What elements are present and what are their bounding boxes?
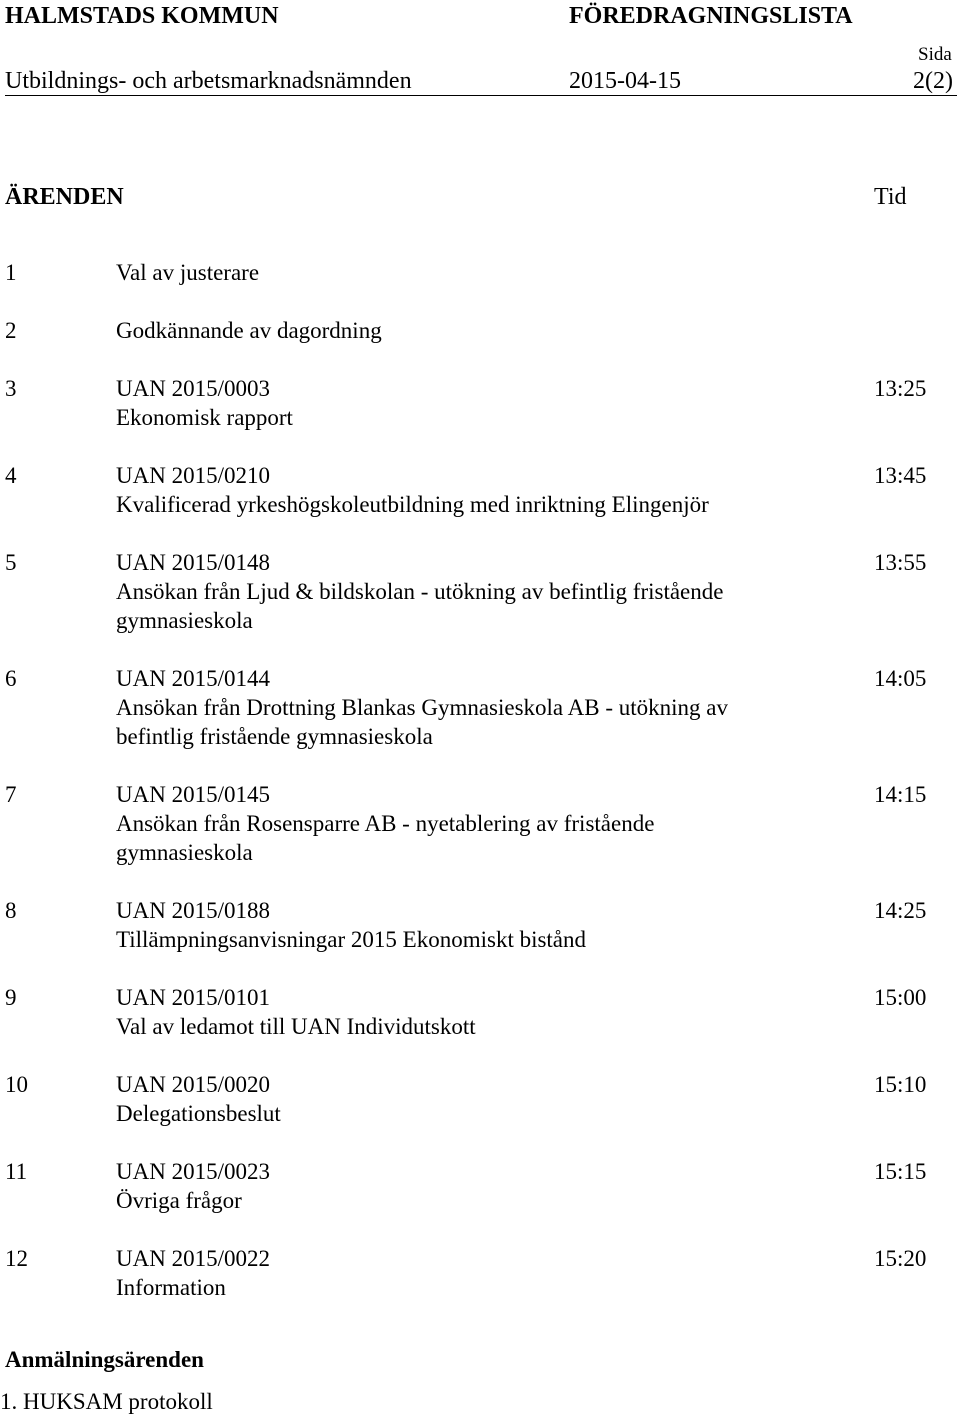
item-title: Kvalificerad yrkeshögskoleutbildning med inriktning Elingenjör bbox=[116, 492, 709, 517]
org-name: HALMSTADS KOMMUN bbox=[5, 3, 279, 29]
item-number: 6 bbox=[5, 666, 17, 691]
item-number: 1 bbox=[5, 260, 17, 285]
item-case-number: UAN 2015/0003 bbox=[116, 376, 270, 401]
item-time: 15:15 bbox=[874, 1159, 927, 1184]
item-number: 8 bbox=[5, 898, 17, 923]
item-case-number: UAN 2015/0145 bbox=[116, 782, 270, 807]
item-number: 5 bbox=[5, 550, 17, 575]
item-case-number: UAN 2015/0188 bbox=[116, 898, 270, 923]
item-time: 15:00 bbox=[874, 985, 927, 1010]
notification-entry: 1. HUKSAM protokoll bbox=[0, 1389, 213, 1414]
page-number: 2(2) bbox=[913, 68, 953, 94]
item-number: 3 bbox=[5, 376, 17, 401]
item-number: 4 bbox=[5, 463, 17, 488]
item-title-continued: befintlig fristående gymnasieskola bbox=[116, 724, 433, 749]
item-time: 15:10 bbox=[874, 1072, 927, 1097]
item-title: Delegationsbeslut bbox=[116, 1101, 281, 1126]
item-title: Val av ledamot till UAN Individutskott bbox=[116, 1014, 476, 1039]
item-number: 11 bbox=[5, 1159, 28, 1184]
item-number: 12 bbox=[5, 1246, 28, 1271]
item-number: 7 bbox=[5, 782, 17, 807]
item-title: Ansökan från Rosensparre AB - nyetablering av fristående bbox=[116, 811, 655, 836]
notifications-title: Anmälningsärenden bbox=[5, 1347, 204, 1372]
item-time: 13:55 bbox=[874, 550, 927, 575]
item-title: Val av justerare bbox=[116, 260, 260, 285]
item-time: 14:15 bbox=[874, 782, 927, 807]
document-type: FÖREDRAGNINGSLISTA bbox=[569, 3, 853, 29]
item-title-continued: gymnasieskola bbox=[116, 608, 253, 633]
item-case-number: UAN 2015/0020 bbox=[116, 1072, 270, 1097]
item-title: Godkännande av dagordning bbox=[116, 318, 382, 343]
item-title: Information bbox=[116, 1275, 226, 1300]
item-case-number: UAN 2015/0148 bbox=[116, 550, 270, 575]
item-case-number: UAN 2015/0210 bbox=[116, 463, 270, 488]
section-title: ÄRENDEN bbox=[5, 184, 124, 210]
item-number: 10 bbox=[5, 1072, 28, 1097]
item-title: Ansökan från Drottning Blankas Gymnasieskola AB - utökning av bbox=[116, 695, 728, 720]
item-case-number: UAN 2015/0023 bbox=[116, 1159, 270, 1184]
page-label: Sida bbox=[918, 44, 952, 65]
item-time: 13:25 bbox=[874, 376, 927, 401]
item-time: 14:25 bbox=[874, 898, 927, 923]
item-title: Tillämpningsanvisningar 2015 Ekonomiskt bistånd bbox=[116, 927, 587, 952]
item-case-number: UAN 2015/0101 bbox=[116, 985, 270, 1010]
item-title: Övriga frågor bbox=[116, 1188, 242, 1213]
item-title: Ansökan från Ljud & bildskolan - utökning av befintlig fristående bbox=[116, 579, 724, 604]
header-rule bbox=[5, 95, 957, 96]
item-case-number: UAN 2015/0022 bbox=[116, 1246, 270, 1271]
item-time: 15:20 bbox=[874, 1246, 927, 1271]
time-column-header: Tid bbox=[874, 184, 907, 210]
item-title-continued: gymnasieskola bbox=[116, 840, 253, 865]
item-time: 13:45 bbox=[874, 463, 927, 488]
board-name: Utbildnings- och arbetsmarknadsnämnden bbox=[5, 68, 412, 94]
item-case-number: UAN 2015/0144 bbox=[116, 666, 270, 691]
item-number: 9 bbox=[5, 985, 17, 1010]
item-title: Ekonomisk rapport bbox=[116, 405, 293, 430]
item-number: 2 bbox=[5, 318, 17, 343]
item-time: 14:05 bbox=[874, 666, 927, 691]
meeting-date: 2015-04-15 bbox=[569, 68, 681, 94]
